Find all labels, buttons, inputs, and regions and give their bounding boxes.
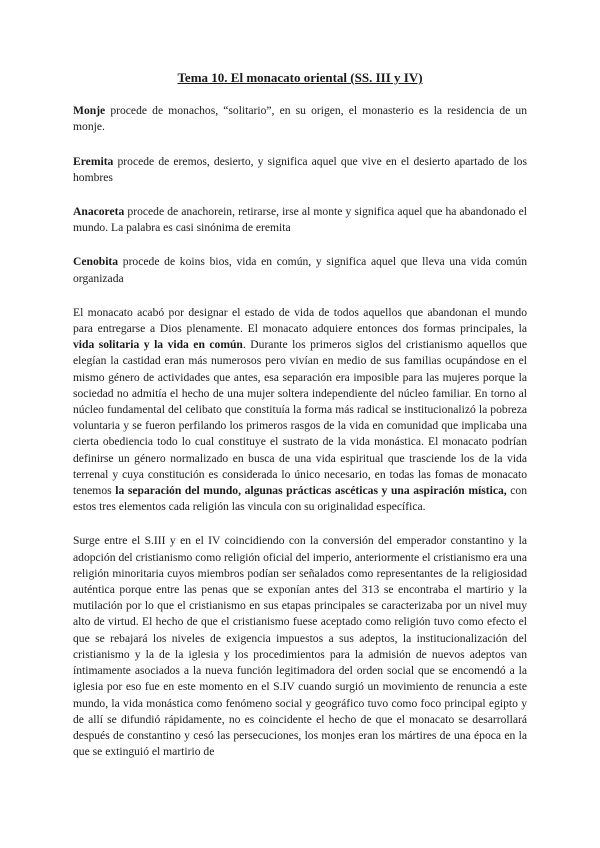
definition-text: procede de anachorein, retirarse, irse al monte y significa aquel que ha abandonado el mundo. La palabra es casi sinónima de eremita bbox=[73, 205, 527, 235]
definition-term: Monje bbox=[73, 104, 106, 118]
definition-text: procede de monachos, “solitario”, en su origen, el monasterio es la residencia de un monje. bbox=[73, 104, 527, 134]
definition-monje bbox=[73, 103, 527, 135]
definition-eremita bbox=[73, 154, 527, 186]
definition-text: procede de eremos, desierto, y significa aquel que vive en el desierto apartado de los hombres bbox=[73, 154, 527, 184]
definition-cenobita bbox=[73, 254, 527, 286]
page-title: Tema 10. El monacato oriental (SS. III y IV) bbox=[177, 70, 423, 85]
paragraph-text: . Durante los primeros siglos del cristianismo aquellos que elegían la castidad eran más numerosos pero vivían en medio de sus familias ocupándose en el mismo género de actividades que antes, esa separación era imposible para las mujeres porque la sociedad no admitía el hecho de una mujer soltera independiente del núcleo familiar. En torno al núcleo fundamental del celibato que constituía la forma más radical se institucionalizó la pobreza voluntaria y se fueron perfilando los primeros rasgos de la vida en comunidad que implicaba una cierta obediencia todo lo cual constituye el sustrato de la vida monástica. El monacato podrían definirse un género normalizado en busca de una vida espiritual que trasciende los de la vida terrenal y cuya constitución es considerada lo único necesario, en todas las fomas de monacato tenemos bbox=[73, 338, 527, 498]
paragraph-origins: Surge entre el S.III y en el IV coincidiendo con la conversión del emperador constantino y la adopción del cristianismo como religión oficial del imperio, anteriormente el cristianismo era una religión minoritaria cuyos miembros podían ser señalados como representantes de la religiosidad auténtica porque entre las penas que se exponían antes del 313 se encontraba el martirio y la mutilación por lo que el cristianismo en sus etapas principales se caracterizaba por un nivel muy alto de virtud. El hecho de que el cristianismo fuese aceptado como religión tuvo como efecto el que se rebajará los niveles de exigencia impuestos a sus adeptos, la institucionalización del cristianismo y la de la iglesia y los procedimientos para la admisión de nuevos adeptos van íntimamente asociados a la nueva función legitimadora del orden social que se encomendó a la iglesia por eso fue en este momento en el S.IV cuando surgió un movimiento de renuncia a este mundo, la vida monástica como fenómeno social y geográfico tuvo como foco principal egipto y de allí se difundió rápidamente, no es coincidente el hecho de que el monacato se desarrollará después de constantino y cesó las persecuciones, los monjes eran los mártires de una época en la que se extinguió el martirio de bbox=[73, 534, 527, 759]
definition-term: Anacoreta bbox=[73, 205, 125, 219]
paragraph-text: El monacato acabó por designar el estado de vida de todos aquellos que abandonan el mundo para entregarse a Dios plenamente. El monacato adquiere entonces dos formas principales, la bbox=[73, 305, 527, 336]
definition-term: Eremita bbox=[73, 154, 114, 168]
definition-text: procede de koins bios, vida en común, y significa aquel que lleva una vida común organizada bbox=[73, 255, 527, 285]
definition-anacoreta bbox=[73, 204, 527, 236]
paragraph-bold: vida solitaria y la vida en común bbox=[73, 338, 243, 352]
definition-term: Cenobita bbox=[73, 255, 119, 269]
paragraph-monacato-definition bbox=[73, 305, 527, 516]
paragraph-text: con estos tres elementos cada religión las vincula con su originalidad específica. bbox=[73, 484, 527, 514]
paragraph-bold: la separación del mundo, algunas prácticas ascéticas y una aspiración mística, bbox=[115, 484, 507, 498]
